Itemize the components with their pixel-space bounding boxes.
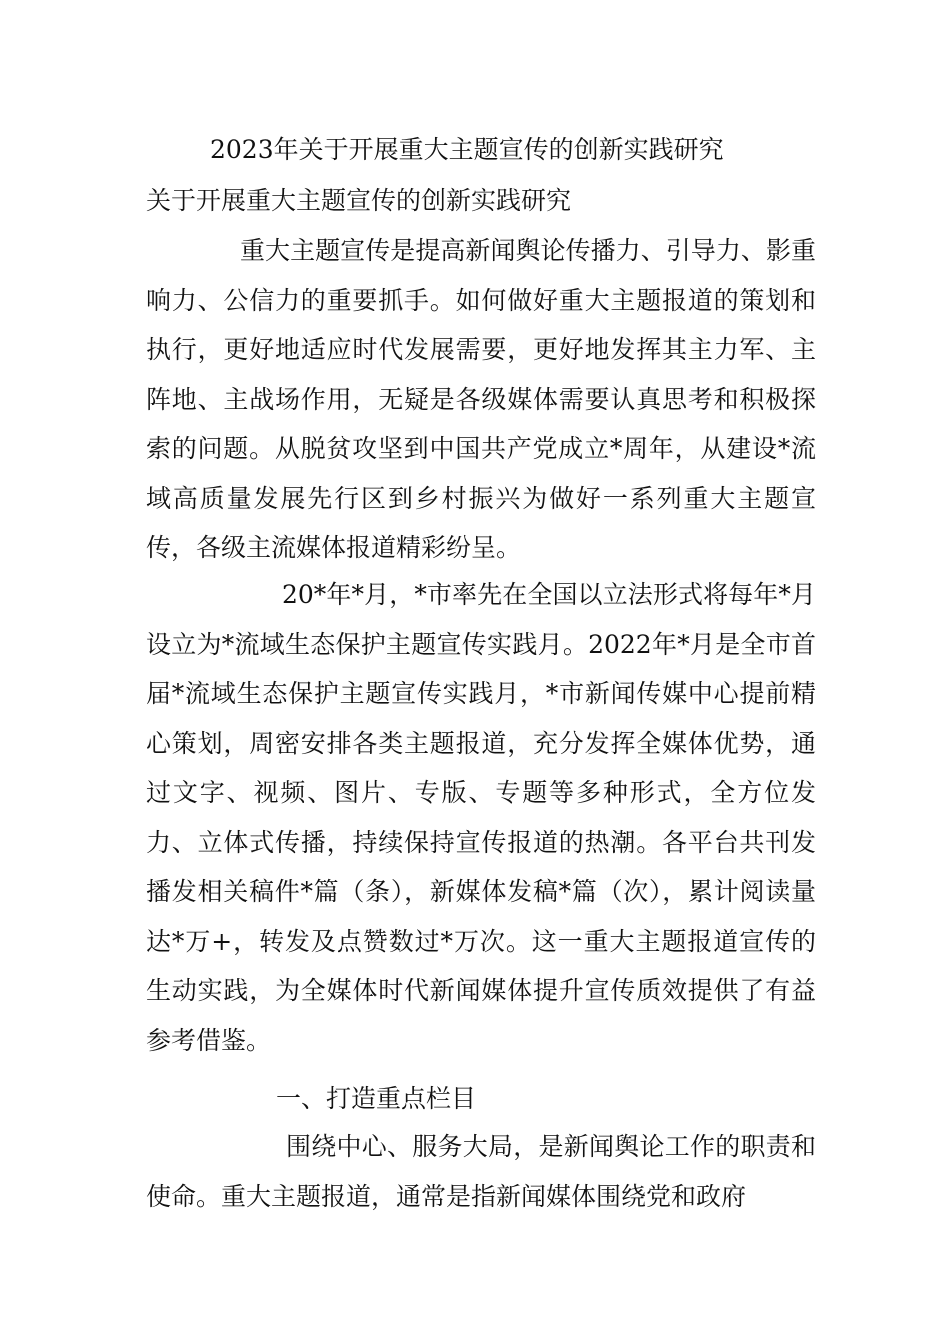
paragraph-2: 20*年*月，*市率先在全国以立法形式将每年*月设立为*流域生态保护主题宣传实践月。2022年*月是全市首届*流域生态保护主题宣传实践月，*市新闻传媒中心提前精心策划，周密安排各类主题报道，充分发挥全媒体优势，通过文字、视频、图片、专版、专题等多种形式，全方位发力、立体式传播，持续保持宣传报道的热潮。各平台共刊发播发相关稿件*篇（条），新媒体发稿*篇（次），累计阅读量达*万+，转发及点赞数过*万次。这一重大主题报道宣传的生动实践，为全媒体时代新闻媒体提升宣传质效提供了有益参考借鉴。 xyxy=(146,580,816,1055)
document-subtitle: 关于开展重大主题宣传的创新实践研究 xyxy=(146,186,572,215)
section-heading: 一、打造重点栏目 xyxy=(276,1084,477,1113)
document-title: 2023年关于开展重大主题宣传的创新实践研究 xyxy=(210,135,724,164)
paragraph-1: 重大主题宣传是提高新闻舆论传播力、引导力、影重响力、公信力的重要抓手。如何做好重大主题报道的策划和执行，更好地适应时代发展需要，更好地发挥其主力军、主阵地、主战场作用，无疑是各级媒体需要认真思考和积极探索的问题。从脱贫攻坚到中国共产党成立*周年，从建设*流域高质量发展先行区到乡村振兴为做好一系列重大主题宣传，各级主流媒体报道精彩纷呈。 xyxy=(146,236,816,562)
paragraph-3: 围绕中心、服务大局，是新闻舆论工作的职责和使命。重大主题报道，通常是指新闻媒体围绕党和政府 xyxy=(146,1132,816,1211)
